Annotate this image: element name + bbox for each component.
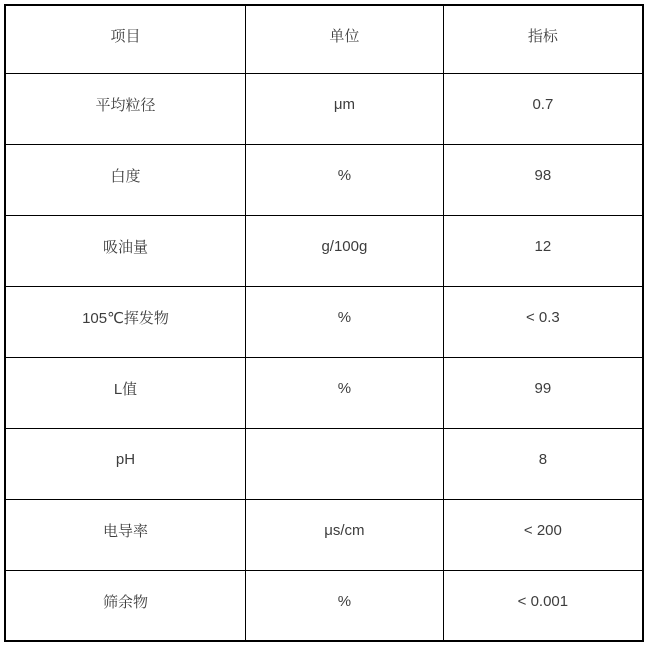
table-row: [5, 570, 643, 641]
table-row: [5, 144, 643, 215]
unit-cell: %: [246, 286, 444, 357]
item-cell: pH: [5, 428, 246, 499]
unit-cell: %: [246, 570, 444, 641]
value-cell: 8: [443, 428, 643, 499]
header-row: [5, 5, 643, 73]
item-cell: 电导率: [5, 499, 246, 570]
item-cell: 白度: [5, 144, 246, 215]
value-cell: < 0.001: [443, 570, 643, 641]
item-cell: L值: [5, 357, 246, 428]
value-cell: < 200: [443, 499, 643, 570]
table-row: [5, 357, 643, 428]
unit-cell: [246, 428, 444, 499]
header-cell-indicator: 指标: [443, 5, 643, 73]
value-cell: < 0.3: [443, 286, 643, 357]
unit-cell: g/100g: [246, 215, 444, 286]
table-row: [5, 286, 643, 357]
table-row: [5, 499, 643, 570]
item-cell: 平均粒径: [5, 73, 246, 144]
item-cell: 吸油量: [5, 215, 246, 286]
table-row: [5, 73, 643, 144]
value-cell: 98: [443, 144, 643, 215]
table-row: [5, 215, 643, 286]
item-cell: 105℃挥发物: [5, 286, 246, 357]
unit-cell: μs/cm: [246, 499, 444, 570]
value-cell: 12: [443, 215, 643, 286]
unit-cell: %: [246, 144, 444, 215]
spec-table: [4, 4, 644, 642]
value-cell: 99: [443, 357, 643, 428]
table-row: [5, 428, 643, 499]
header-cell-unit: 单位: [246, 5, 444, 73]
value-cell: 0.7: [443, 73, 643, 144]
item-cell: 筛余物: [5, 570, 246, 641]
unit-cell: μm: [246, 73, 444, 144]
header-cell-item: 项目: [5, 5, 246, 73]
unit-cell: %: [246, 357, 444, 428]
